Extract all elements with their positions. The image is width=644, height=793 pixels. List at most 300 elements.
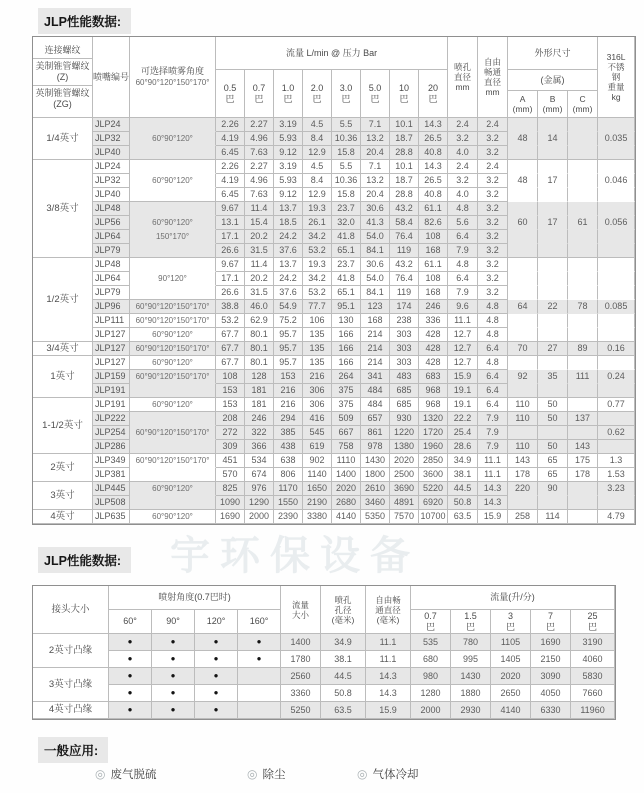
flow-cell: 31.5 (245, 244, 274, 258)
flow-cell: 4140 (491, 702, 531, 719)
table-row (33, 160, 635, 174)
flow-cell: 428 (419, 356, 448, 370)
dim-a-cell (508, 258, 538, 272)
table2-body (33, 634, 615, 719)
weight-cell (598, 384, 635, 398)
table-row (33, 634, 615, 651)
dim-c-cell (568, 230, 598, 244)
flow-cell: 303 (390, 342, 419, 356)
angle-cell: 60°90°120°150°170° (130, 426, 216, 440)
orifice-cell: 6.4 (448, 230, 478, 244)
flow-cell: 9.12 (274, 146, 303, 160)
flow-cell: 28.8 (390, 188, 419, 202)
flow-cell: 428 (419, 342, 448, 356)
free-cell: 14.3 (366, 685, 411, 702)
flow-cell: 84.1 (361, 244, 390, 258)
free-cell: 11.1 (478, 454, 508, 468)
flow-cell: 638 (274, 454, 303, 468)
flow-cell: 336 (419, 314, 448, 328)
dim-c-cell: 137 (568, 412, 598, 426)
table-row (33, 286, 635, 300)
flow-cell: 168 (419, 286, 448, 300)
table-row (33, 651, 615, 668)
dim-letter: A (519, 94, 526, 104)
dim-b-cell (538, 202, 568, 216)
flow-cell: 484 (361, 384, 390, 398)
weight-cell (598, 146, 635, 160)
flow-cell: 166 (332, 342, 361, 356)
pressure-unit: 巴 (312, 93, 322, 104)
table-row (33, 426, 635, 440)
model-cell: JLP111 (93, 314, 130, 328)
flow-cell: 24.2 (274, 272, 303, 286)
flow-cell: 11.4 (245, 202, 274, 216)
angle-dot-cell: ● (109, 702, 152, 719)
flow-cell: 40.8 (419, 146, 448, 160)
orifice-cell: 2.4 (448, 118, 478, 132)
flow-cell: 385 (274, 426, 303, 440)
dim-a-cell (508, 160, 538, 174)
flow-cell: 84.1 (361, 286, 390, 300)
dim-a-cell (508, 272, 538, 286)
weight-cell: 0.056 (598, 216, 635, 230)
orifice-cell: 4.8 (448, 202, 478, 216)
flow-cell: 1690 (216, 510, 245, 524)
table-row (33, 132, 635, 146)
orifice-diameter-header (448, 37, 478, 118)
dim-c-cell (568, 482, 598, 496)
dim-c-cell: 143 (568, 440, 598, 454)
model-cell: JLP191 (93, 398, 130, 412)
flow-cell: 13.1 (216, 216, 245, 230)
table2-header (33, 586, 615, 634)
pressure-value: 3 (508, 610, 514, 621)
dim-c-cell (568, 160, 598, 174)
table-row (33, 146, 635, 160)
flow-cell: 825 (216, 482, 245, 496)
flow-cell: 65.1 (332, 286, 361, 300)
flow-cell: 272 (216, 426, 245, 440)
angle-column-header-160°: 160° (238, 610, 281, 634)
flow-cell: 13.2 (361, 132, 390, 146)
flow-cell: 20.2 (245, 230, 274, 244)
dim-a-cell (508, 384, 538, 398)
size-cell: 1/4英寸 (33, 118, 93, 160)
orifice-cell: 4.0 (448, 146, 478, 160)
flow-cell: 54.0 (361, 230, 390, 244)
pressure-value: 7 (548, 610, 554, 621)
flow-cell: 26.5 (419, 132, 448, 146)
flow-cell: 535 (411, 634, 451, 651)
pressure-header-3 (491, 610, 531, 634)
flow-cell: 534 (245, 454, 274, 468)
flow-cell: 37.6 (274, 286, 303, 300)
orifice-cell: 38.1 (448, 468, 478, 482)
dim-a-cell: 60 (508, 216, 538, 230)
pressure-value: 1.0 (281, 82, 295, 93)
model-cell: JLP64 (93, 230, 130, 244)
flow-size-cell: 1400 (281, 634, 321, 651)
dim-unit: (mm) (542, 104, 563, 114)
table-row (33, 510, 635, 524)
flow-cell: 968 (419, 398, 448, 412)
angle-dot-cell (238, 702, 281, 719)
flow-cell: 4050 (531, 685, 571, 702)
flow-cell: 995 (451, 651, 491, 668)
dim-c-cell (568, 328, 598, 342)
table-row (33, 356, 635, 370)
model-cell: JLP635 (93, 510, 130, 524)
dim-c-cell: 61 (568, 216, 598, 230)
free-cell: 6.4 (478, 384, 508, 398)
dim-a-cell: 48 (508, 132, 538, 146)
flow-cell: 1720 (419, 426, 448, 440)
table-row (33, 454, 635, 468)
weight-cell (598, 356, 635, 370)
weight-cell (598, 244, 635, 258)
model-cell: JLP48 (93, 202, 130, 216)
steel-line: 重量 (607, 82, 625, 92)
flow-size-cell: 3360 (281, 685, 321, 702)
orifice-cell: 22.2 (448, 412, 478, 426)
flow-cell: 208 (216, 412, 245, 426)
free-cell: 4.8 (478, 300, 508, 314)
flow-cell: 18.7 (390, 174, 419, 188)
flow-cell: 1320 (419, 412, 448, 426)
application-item (247, 766, 285, 782)
application-label: 废气脱硫 (110, 769, 157, 781)
model-cell: JLP24 (93, 118, 130, 132)
table-row (33, 300, 635, 314)
flow-cell: 5.5 (332, 118, 361, 132)
flow-cell: 3.19 (274, 160, 303, 174)
flow-cell: 17.1 (216, 272, 245, 286)
free-cell: 11.1 (366, 634, 411, 651)
flow-cell: 619 (303, 440, 332, 454)
angle-dot-cell: ● (238, 634, 281, 651)
model-cell: JLP56 (93, 216, 130, 230)
flow-cell: 570 (216, 468, 245, 482)
angle-cell (130, 202, 216, 216)
free-cell: 15.9 (366, 702, 411, 719)
weight-cell (598, 328, 635, 342)
table-row (33, 188, 635, 202)
weight-cell: 0.035 (598, 132, 635, 146)
dim-a-cell (508, 244, 538, 258)
flow-cell: 3600 (419, 468, 448, 482)
free-cell: 2.4 (478, 160, 508, 174)
flow-cell: 2610 (361, 482, 390, 496)
angle-cell: 60°90°120° (130, 174, 216, 188)
thread-header-cell (33, 37, 93, 118)
flow-cell: 53.2 (303, 244, 332, 258)
flow-cell: 216 (274, 384, 303, 398)
flow-size-line: 流量 (292, 599, 310, 610)
angle-dot-cell: ● (238, 651, 281, 668)
model-cell: JLP127 (93, 328, 130, 342)
table-row (33, 702, 615, 719)
dim-b-cell: 50 (538, 440, 568, 454)
flow-size-cell: 2560 (281, 668, 321, 685)
orifice-cell: 19.1 (448, 384, 478, 398)
dim-b-cell (538, 244, 568, 258)
flow-cell: 1430 (451, 668, 491, 685)
flow-cell: 4891 (390, 496, 419, 510)
flow-cell: 366 (245, 440, 274, 454)
pressure-header-0.5 (216, 70, 245, 118)
free-cell: 3.2 (478, 188, 508, 202)
model-cell: JLP40 (93, 146, 130, 160)
flow-cell: 5.93 (274, 174, 303, 188)
angle-cell: 60°90°120°150°170° (130, 314, 216, 328)
pressure-header-10 (390, 70, 419, 118)
flow-cell: 780 (451, 634, 491, 651)
dim-c-cell (568, 426, 598, 440)
orifice-cell: 34.9 (321, 634, 366, 651)
dim-c-cell: 111 (568, 370, 598, 384)
weight-cell (598, 496, 635, 510)
angle-cell: 60°90°120°150°170° (130, 370, 216, 384)
angle-dot-cell: ● (195, 685, 238, 702)
orifice-cell: 12.7 (448, 328, 478, 342)
flow-cell: 1220 (390, 426, 419, 440)
spray-angle-title: 可选择喷雾角度 (140, 66, 204, 76)
table-row (33, 244, 635, 258)
flow-cell: 80.1 (245, 356, 274, 370)
flow-cell: 1110 (332, 454, 361, 468)
orifice-cell: 50.8 (448, 496, 478, 510)
weight-cell (598, 160, 635, 174)
flow-cell: 2020 (491, 668, 531, 685)
flow-cell: 3690 (390, 482, 419, 496)
pressure-unit: 巴 (588, 621, 598, 632)
free-cell: 14.3 (478, 482, 508, 496)
dim-c-cell (568, 510, 598, 524)
flow-cell: 6920 (419, 496, 448, 510)
model-cell: JLP445 (93, 482, 130, 496)
flow-cell: 128 (245, 370, 274, 384)
dim-a-cell (508, 286, 538, 300)
flow-cell: 8.4 (303, 132, 332, 146)
weight-cell: 0.16 (598, 342, 635, 356)
flow-cell: 77.7 (303, 300, 332, 314)
table-row (33, 118, 635, 132)
flow-cell: 3190 (571, 634, 615, 651)
dim-a-cell: 92 (508, 370, 538, 384)
flow-cell: 7570 (390, 510, 419, 524)
pressure-value: 3.0 (339, 82, 353, 93)
free-cell: 3.2 (478, 272, 508, 286)
model-cell: JLP96 (93, 300, 130, 314)
dim-b-cell: 65 (538, 468, 568, 482)
flow-cell: 1090 (216, 496, 245, 510)
dim-letter: B (549, 94, 556, 104)
flow-cell: 1690 (531, 634, 571, 651)
table-row (33, 202, 635, 216)
flow-cell: 13.7 (274, 202, 303, 216)
dim-a-cell (508, 356, 538, 370)
free-line: 畅通 (484, 67, 502, 77)
angle-dot-cell: ● (109, 668, 152, 685)
pressure-unit: 巴 (546, 621, 556, 632)
free-cell: 7.9 (478, 426, 508, 440)
flow-cell: 428 (419, 328, 448, 342)
flow-cell: 181 (245, 384, 274, 398)
size-cell: 1英寸 (33, 356, 93, 398)
flow-cell: 14.3 (419, 160, 448, 174)
orifice-mm-line: 孔径 (334, 604, 352, 615)
pressure-unit: 巴 (370, 93, 380, 104)
flow-cell: 12.9 (303, 188, 332, 202)
spray-angle-group-header: 喷射角度(0.7巴时) (109, 586, 281, 610)
model-cell: JLP381 (93, 468, 130, 482)
flow-cell: 119 (390, 286, 419, 300)
model-cell: JLP349 (93, 454, 130, 468)
flow-cell: 166 (332, 356, 361, 370)
size-cell: 1-1/2英寸 (33, 398, 93, 454)
model-cell: JLP24 (93, 160, 130, 174)
free-cell: 7.9 (478, 440, 508, 454)
flow-cell: 8.4 (303, 174, 332, 188)
model-cell: JLP40 (93, 188, 130, 202)
flow-cell: 2.26 (216, 118, 245, 132)
flow-cell: 43.2 (390, 258, 419, 272)
dim-c-cell (568, 258, 598, 272)
flow-cell: 5220 (419, 482, 448, 496)
size-cell: 4英寸 (33, 510, 93, 524)
angle-dot-cell: ● (152, 634, 195, 651)
flow-cell: 62.9 (245, 314, 274, 328)
angle-cell (130, 412, 216, 426)
pressure-unit: 巴 (466, 621, 476, 632)
orifice-mm-header (321, 586, 366, 634)
table-row (33, 216, 635, 230)
dim-unit: (mm) (572, 104, 593, 114)
flow-cell: 123 (361, 300, 390, 314)
dim-b-cell (538, 230, 568, 244)
flow-cell: 1290 (245, 496, 274, 510)
table-row (33, 230, 635, 244)
weight-cell: 0.085 (598, 300, 635, 314)
steel-line: 钢 (611, 72, 621, 82)
pressure-value: 25 (587, 610, 598, 621)
flow-cell: 9.12 (274, 188, 303, 202)
flow-cell: 2390 (274, 510, 303, 524)
watermark: 宇环保设备 (170, 534, 420, 578)
flow-size-cell: 5250 (281, 702, 321, 719)
model-cell: JLP191 (93, 384, 130, 398)
flow-cell: 10.36 (332, 132, 361, 146)
flange-size-cell: 4英寸凸缘 (33, 702, 109, 719)
spray-angle-options: 60°90°120°150°170° (135, 78, 210, 87)
flow-cell: 1380 (390, 440, 419, 454)
applications-row (0, 766, 644, 786)
flow-cell: 153 (274, 370, 303, 384)
free-passage-mm-header (366, 586, 411, 634)
flow-cell: 2020 (390, 454, 419, 468)
flow-cell: 9.67 (216, 258, 245, 272)
flow-cell: 174 (390, 300, 419, 314)
flow-cell: 5.5 (332, 160, 361, 174)
flow-cell: 10700 (419, 510, 448, 524)
flow-cell: 5350 (361, 510, 390, 524)
steel-line: 不锈 (607, 62, 625, 72)
model-cell: JLP254 (93, 426, 130, 440)
free-cell: 3.2 (478, 146, 508, 160)
flow-cell: 41.8 (332, 272, 361, 286)
weight-cell (598, 412, 635, 426)
flow-cell: 657 (361, 412, 390, 426)
dim-b-cell: 17 (538, 216, 568, 230)
orifice-cell: 5.6 (448, 216, 478, 230)
flow-cell: 2500 (390, 468, 419, 482)
orifice-line: 直径 (454, 72, 472, 82)
flow-lpm-group-header: 流量(升/分) (411, 586, 615, 610)
angle-dot-cell (238, 685, 281, 702)
flow-cell: 968 (419, 384, 448, 398)
flow-cell: 1405 (491, 651, 531, 668)
flow-cell: 3.19 (274, 118, 303, 132)
flow-cell: 20.4 (361, 146, 390, 160)
orifice-cell: 15.9 (448, 370, 478, 384)
free-cell: 3.2 (478, 244, 508, 258)
dim-b-cell (538, 160, 568, 174)
flow-cell: 1430 (361, 454, 390, 468)
size-cell: 3/4英寸 (33, 342, 93, 356)
angle-dot-cell: ● (152, 668, 195, 685)
section-title-performance-2: JLP性能数据: (38, 547, 131, 573)
dim-c-cell: 89 (568, 342, 598, 356)
orifice-cell: 25.4 (448, 426, 478, 440)
flow-cell: 1880 (451, 685, 491, 702)
angle-cell: 60°90°120° (130, 132, 216, 146)
flow-cell: 7.1 (361, 160, 390, 174)
flow-cell: 10.1 (390, 160, 419, 174)
dim-a-cell: 258 (508, 510, 538, 524)
table-row (33, 412, 635, 426)
dim-b-cell (538, 496, 568, 510)
pressure-unit: 巴 (341, 93, 351, 104)
table-row (33, 384, 635, 398)
angle-cell: 150°170° (130, 230, 216, 244)
dim-b-cell: 14 (538, 132, 568, 146)
flow-cell: 4.19 (216, 132, 245, 146)
dim-a-cell (508, 496, 538, 510)
flow-cell: 168 (419, 244, 448, 258)
flow-cell: 17.1 (216, 230, 245, 244)
flow-cell: 238 (390, 314, 419, 328)
model-cell: JLP159 (93, 370, 130, 384)
angle-cell (130, 160, 216, 174)
flow-cell: 5.93 (274, 132, 303, 146)
dim-b-cell (538, 258, 568, 272)
flow-cell: 54.9 (274, 300, 303, 314)
flow-cell: 416 (303, 412, 332, 426)
orifice-cell: 50.8 (321, 685, 366, 702)
flow-cell: 12.9 (303, 146, 332, 160)
dim-a-cell (508, 146, 538, 160)
table-row (33, 174, 635, 188)
angle-cell (130, 118, 216, 132)
flow-cell: 2000 (245, 510, 274, 524)
weight-cell (598, 230, 635, 244)
dim-c-header (568, 91, 598, 118)
flow-cell: 53.2 (216, 314, 245, 328)
flow-cell: 95.7 (274, 356, 303, 370)
model-cell: JLP127 (93, 356, 130, 370)
angle-dot-cell: ● (152, 651, 195, 668)
section-title-performance-1: JLP性能数据: (38, 8, 131, 34)
